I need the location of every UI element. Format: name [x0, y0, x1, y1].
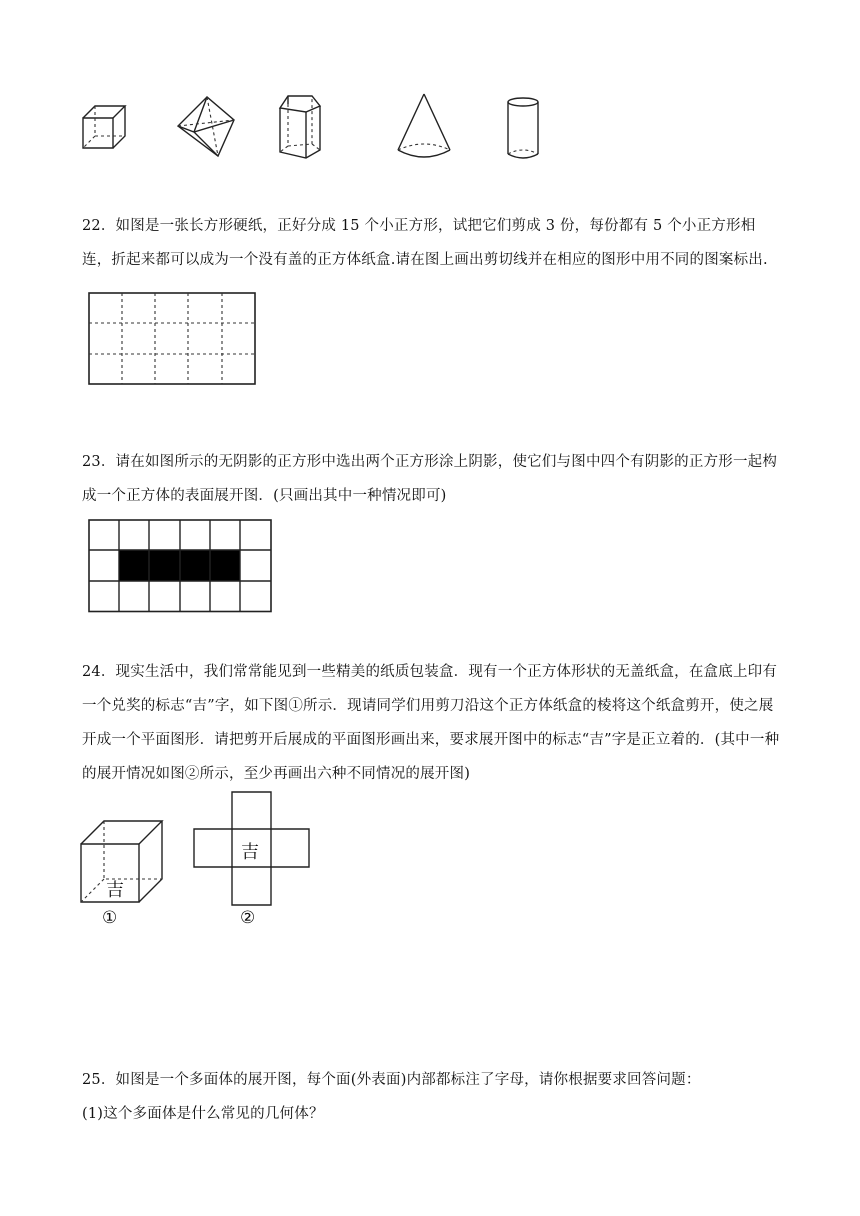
question-23-grid: [88, 519, 272, 613]
figure-2-label: ②: [240, 908, 256, 928]
question-22-grid: [88, 292, 258, 386]
question-23-text: 23．请在如图所示的无阴影的正方形中选出两个正方形涂上阴影，使它们与图中四个有阴影的正方形一起构成一个正方体的表面展开图．(只画出其中一种情况即可): [82, 454, 778, 504]
pentagonal-prism-icon: [278, 94, 322, 160]
figure-1-character: 吉: [106, 880, 124, 901]
question-24-text: 24．现实生活中，我们常常能见到一些精美的纸质包装盒．现有一个正方体形状的无盖纸盒，在盒底上印有一个兑奖的标志“吉”字，如下图①所示．现请同学们用剪刀沿这个正方体纸盒的棱将这个纸盒剪开，使之展开成一个平面图形．请把剪开后展成的平面图形画出来，要求展开图中的标志“吉”字是正立着的．(其中一种的展开情况如图②所示，至少再画出六种不同情况的展开图): [82, 664, 780, 782]
question-22-text: 22．如图是一张长方形硬纸，正好分成 15 个小正方形，试把它们剪成 3 份，每份都有 5 个小正方形相连，折起来都可以成为一个没有盖的正方体纸盒.请在图上画出剪切线并在相应的图形中用不同的图案标出.: [82, 218, 768, 268]
cube-icon: [82, 104, 128, 150]
cone-icon: [396, 92, 452, 162]
cylinder-icon: [506, 96, 540, 162]
figure-2-character: 吉: [241, 842, 259, 863]
octahedron-icon: [176, 96, 236, 158]
figure-1-label: ①: [102, 908, 118, 928]
question-25-text: 25．如图是一个多面体的展开图，每个面(外表面)内部都标注了字母，请你根据要求回答问题：: [82, 1072, 701, 1088]
question-25-sub1: (1)这个多面体是什么常见的几何体？: [82, 1106, 324, 1122]
